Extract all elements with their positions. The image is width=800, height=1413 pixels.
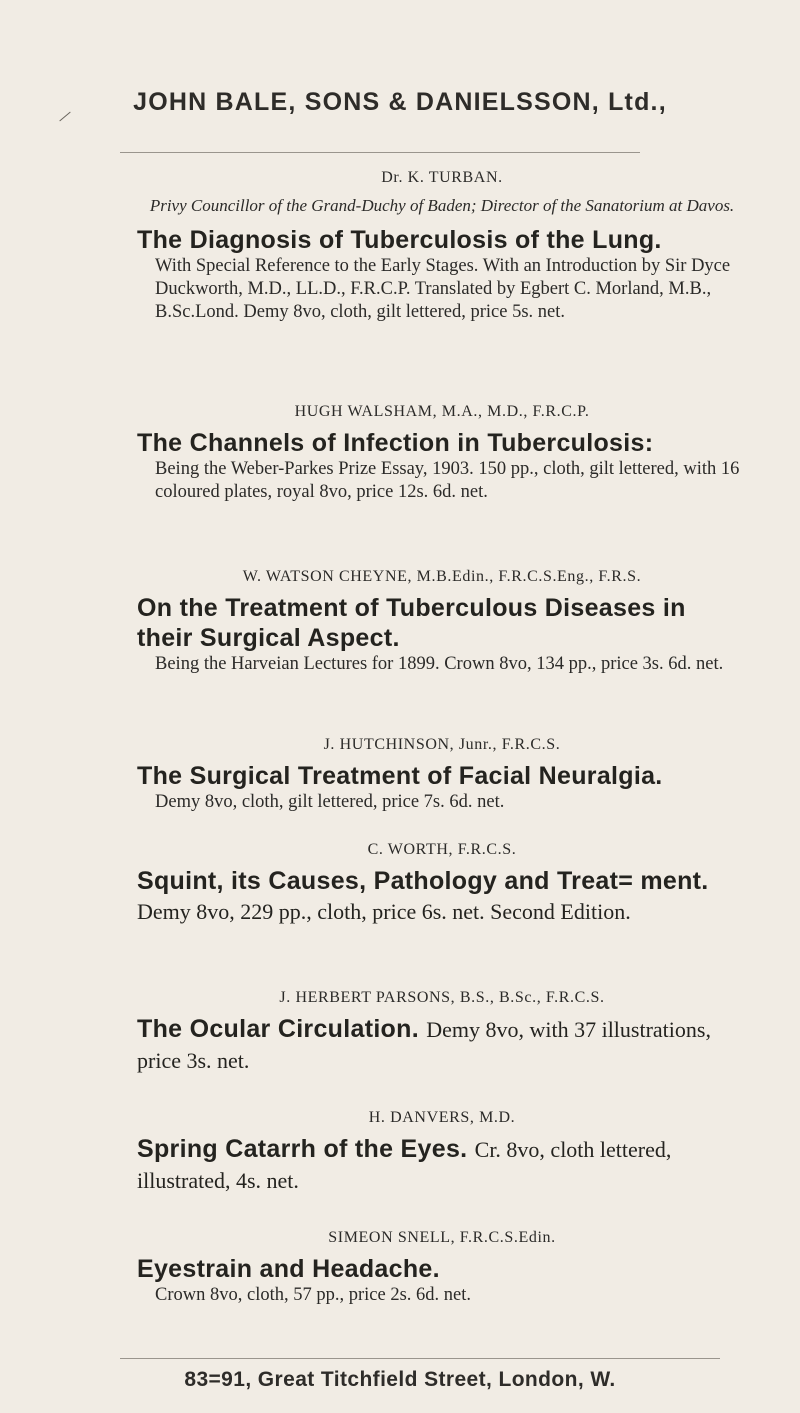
book-title-text: The Ocular Circulation. bbox=[137, 1015, 419, 1043]
author-line: W. WATSON CHEYNE, M.B.Edin., F.R.C.S.Eng., F.R.S. bbox=[242, 568, 642, 585]
book-description: Demy 8vo, cloth, gilt lettered, price 7s. 6d. net. bbox=[155, 792, 505, 812]
book-title: The Diagnosis of Tuberculosis of the Lung. bbox=[137, 226, 662, 254]
author-line: Dr. K. TURBAN. bbox=[381, 169, 503, 186]
book-title: Eyestrain and Headache. bbox=[137, 1255, 440, 1283]
top-rule bbox=[120, 152, 640, 153]
author-line: H. DANVERS, M.D. bbox=[368, 1109, 516, 1126]
author-line: HUGH WALSHAM, M.A., M.D., F.R.C.P. bbox=[294, 403, 590, 420]
book-entry bbox=[137, 1228, 747, 1307]
author-line: J. HUTCHINSON, Junr., F.R.C.S. bbox=[323, 736, 561, 753]
book-description: Being the Weber-Parkes Prize Essay, 1903. 150 pp., cloth, gilt lettered, with 16 coloured plates, royal 8vo, price 12s. 6d. net. bbox=[155, 459, 740, 502]
book-title bbox=[137, 1014, 747, 1076]
book-entry bbox=[137, 567, 747, 676]
book-description: Demy 8vo, 229 pp., cloth, price 6s. net. Second Edition. bbox=[137, 899, 631, 924]
book-title: On the Treatment of Tuberculous Diseases in their Surgical Aspect. bbox=[137, 594, 686, 652]
author-line: SIMEON SNELL, F.R.C.S.Edin. bbox=[328, 1229, 556, 1246]
author-affiliation: Privy Councillor of the Grand-Duchy of Baden; Director of the Sanatorium at Davos. bbox=[149, 196, 735, 215]
book-description: With Special Reference to the Early Stages. With an Introduction by Sir Dyce Duckworth, M.D., LL.D., F.R.C.P. Translated by Egbert C. Morland, M.B., B.Sc.Lond. Demy 8vo, cloth, gilt lettered, price 5s. net. bbox=[155, 256, 731, 322]
bottom-rule bbox=[120, 1358, 720, 1359]
book-entry bbox=[137, 402, 747, 504]
book-title bbox=[137, 1134, 747, 1196]
book-title: The Channels of Infection in Tuberculosis: bbox=[137, 429, 654, 457]
book-entry bbox=[137, 168, 747, 324]
book-entry bbox=[137, 1108, 747, 1196]
publisher-heading: JOHN BALE, SONS & DANIELSSON, Ltd., bbox=[133, 88, 667, 116]
book-description: Cr. 8vo, cloth lettered, illustrated, 4s. net. bbox=[137, 1137, 672, 1193]
author-line: J. HERBERT PARSONS, B.S., B.Sc., F.R.C.S. bbox=[279, 989, 605, 1006]
book-entry bbox=[137, 840, 747, 927]
author-line: C. WORTH, F.R.C.S. bbox=[367, 841, 517, 858]
book-title-text: Spring Catarrh of the Eyes. bbox=[137, 1135, 468, 1163]
book-title: The Surgical Treatment of Facial Neuralgia. bbox=[137, 762, 663, 790]
book-description: Being the Harveian Lectures for 1899. Crown 8vo, 134 pp., price 3s. 6d. net. bbox=[155, 654, 724, 674]
book-description: Demy 8vo, with 37 illustrations, price 3s. net. bbox=[137, 1017, 711, 1073]
book-title-text: Squint, its Causes, Pathology and Treat= ment. bbox=[137, 867, 709, 895]
book-entry bbox=[137, 735, 747, 814]
book-entry bbox=[137, 988, 747, 1076]
book-title bbox=[137, 866, 747, 927]
book-description: Crown 8vo, cloth, 57 pp., price 2s. 6d. net. bbox=[155, 1285, 471, 1305]
publisher-address: 83=91, Great Titchfield Street, London, W. bbox=[184, 1368, 616, 1391]
